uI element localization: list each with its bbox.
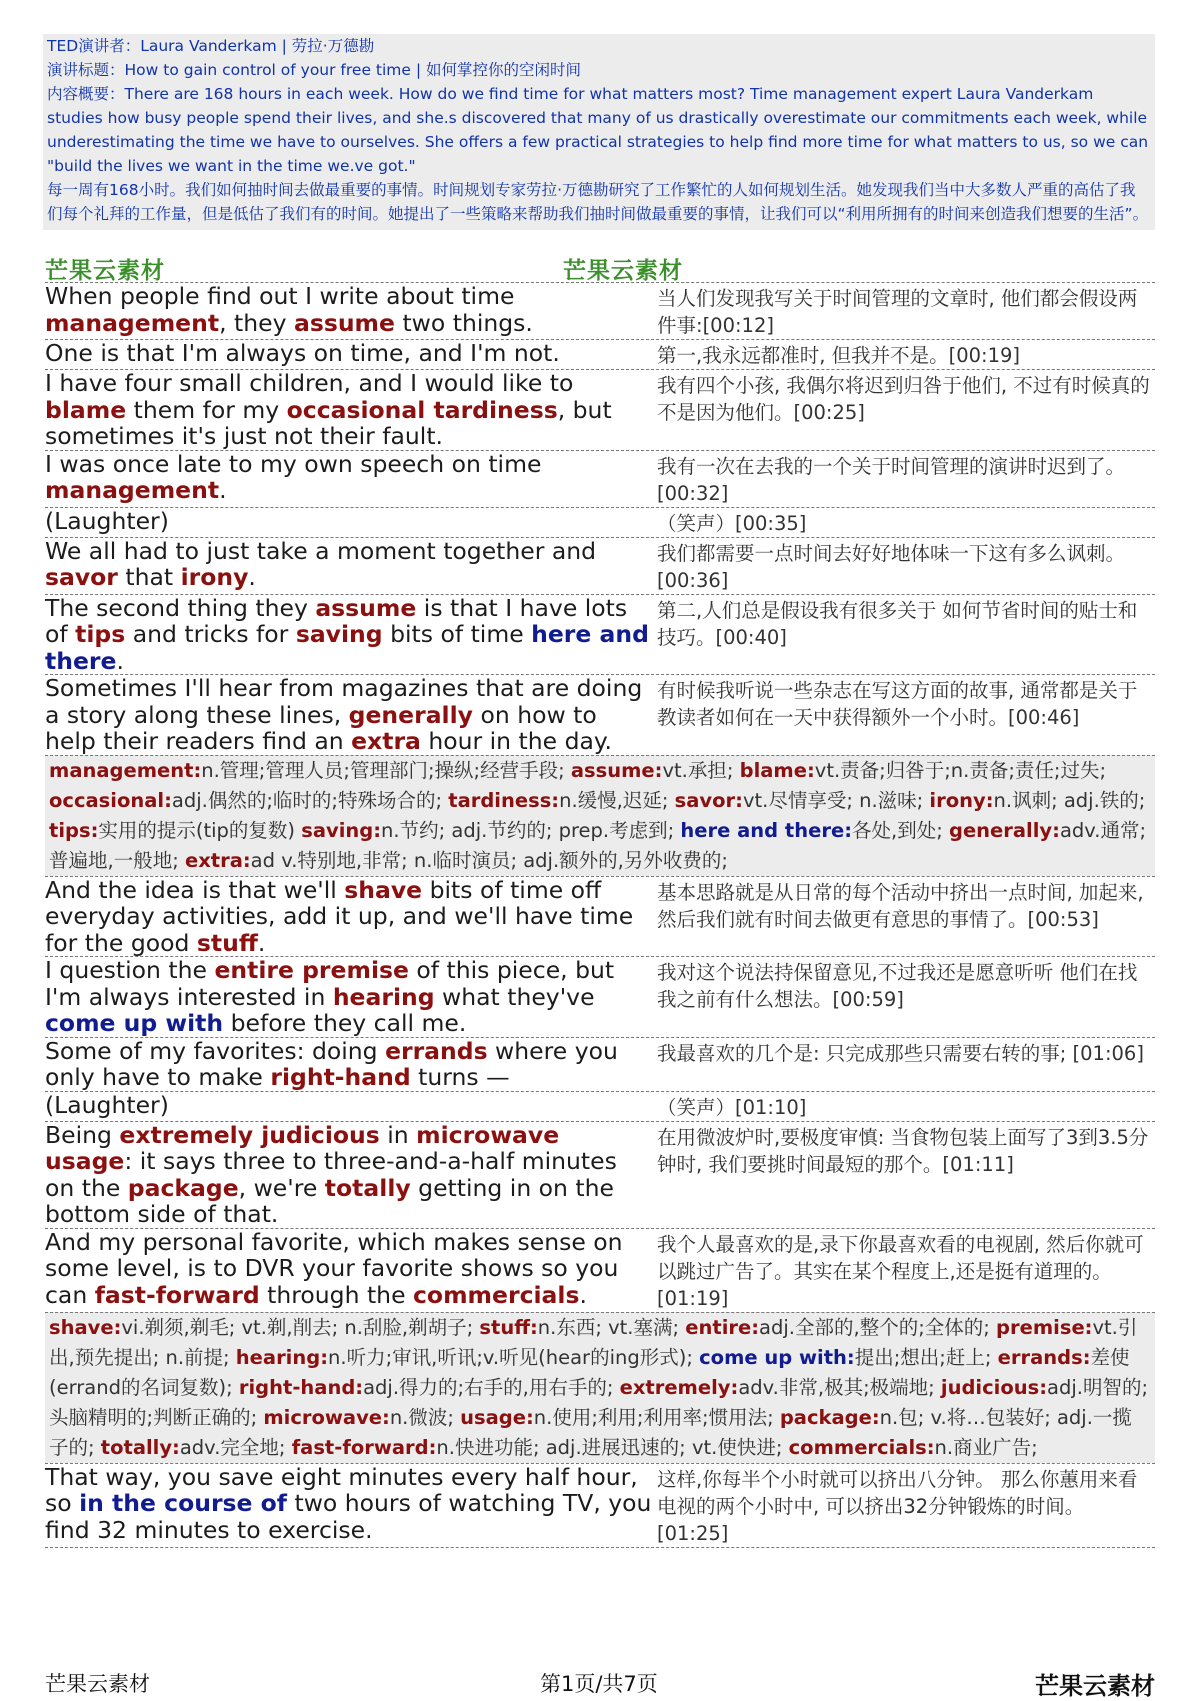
keyword: premise:: [996, 1315, 1093, 1339]
english-sentence: [45, 1092, 652, 1121]
keyword: microwave:: [263, 1405, 390, 1429]
text-segment: One is that I'm always on time, and I'm not.: [45, 339, 560, 367]
keyword: totally:: [100, 1435, 180, 1459]
keyword: stuff:: [479, 1315, 538, 1339]
keyword: assume:: [570, 758, 663, 782]
text-segment: (Laughter): [45, 1090, 169, 1119]
text-segment: bits of time off everyday activities, add it up, and we'll have time for the good: [45, 875, 634, 957]
text-segment: I question the: [45, 956, 215, 984]
keyword: right-hand:: [238, 1375, 364, 1399]
keyword: assume: [315, 593, 417, 622]
chinese-translation: 在用微波炉时,要极度审慎: 当食物包装上面写了3到3.5分钟时, 我们要挑时间最短的那个。[01:11]: [657, 1125, 1149, 1176]
footer-brand-right: 芒果云素材: [1035, 1672, 1155, 1700]
keyword: stuff: [196, 928, 258, 957]
english-sentence: [45, 538, 652, 594]
text-segment: 差使(errand的名词复数);: [49, 1345, 1130, 1399]
summary-zh: 每一周有168小时。我们如何抽时间去做最重要的事情。时间规划专家劳拉·万德勘研究了工作繁忙的人如何规划生活。她发现我们当中大多数人严重的高估了我们每个礼拜的工作量，但是低估了我们有的时间。她提出了一些策略来帮助我们抽时间做最重要的事情，让我们可以“利用所拥有的时间来创造我们想要的生活”。: [47, 181, 1149, 223]
keyword: generally:: [948, 818, 1060, 842]
text-segment: n.微波;: [389, 1405, 461, 1429]
keyword: savor:: [674, 788, 743, 812]
keyword: management:: [49, 758, 202, 782]
brand-row: [45, 252, 1155, 282]
text-segment: n.快进功能; adj.进展迅速的; vt.使快进;: [436, 1435, 789, 1459]
text-segment: , we're: [238, 1173, 325, 1202]
keyword: package:: [779, 1405, 880, 1429]
english-sentence: [45, 675, 652, 755]
text-segment: I have four small children, and I would like to: [45, 369, 574, 397]
text-segment: 各处,到处;: [852, 818, 949, 842]
keyword: come up with:: [699, 1345, 855, 1369]
chinese-translation: 有时候我听说一些杂志在写这方面的故事, 通常都是关于教读者如何在一天中获得额外一个小时。[00:46]: [657, 679, 1138, 729]
transcript-row: [45, 282, 1155, 339]
text-segment: n.听力;审讯,听讯;v.听见(hear的ing形式);: [328, 1345, 700, 1369]
keyword: tips: [75, 620, 126, 648]
text-segment: is that I have lots of: [45, 593, 628, 648]
keyword: extremely:: [619, 1375, 739, 1399]
brand-watermark-left: 芒果云素材: [45, 258, 165, 284]
transcript-row: [45, 369, 1155, 450]
text-segment: ad v.特别地,非常; n.临时演员; adj.额外的,另外收费的;: [250, 848, 728, 872]
transcript-row: [45, 507, 1155, 537]
transcript-row: [45, 674, 1155, 755]
text-segment: When people find out I write about time: [45, 282, 515, 310]
text-segment: .: [248, 563, 256, 591]
keyword: tips:: [49, 818, 99, 842]
keyword: errands: [385, 1036, 488, 1065]
text-segment: of this piece, but I'm always interested in: [45, 956, 615, 1011]
text-segment: : it says three to three-and-a-half minutes on the: [45, 1147, 617, 1202]
text-segment: That way, you save eight minutes every half hour, so: [45, 1462, 638, 1517]
chinese-translation: 这样,你每半个小时就可以挤出八分钟。 那么你蕙用来看电视的两个小时中, 可以挤出32分钟锻炼的时间。[01:25]: [657, 1467, 1138, 1545]
text-segment: bits of time: [382, 620, 532, 648]
text-segment: I was once late to my own speech on time: [45, 449, 542, 478]
transcript-row: [45, 594, 1155, 675]
text-segment: vt.引出,预先提出; n.前提;: [49, 1315, 1138, 1369]
text-segment: Being: [45, 1120, 120, 1149]
keyword: assume: [293, 308, 395, 337]
keyword: extremely judicious: [119, 1120, 380, 1149]
english-sentence: [45, 451, 652, 507]
transcript-row: [45, 1091, 1155, 1121]
text-segment: adj.偶然的;临时的;特殊场合的;: [171, 788, 449, 812]
keyword: irony: [180, 563, 249, 591]
keyword: shave:: [49, 1315, 122, 1339]
text-segment: We all had to just take a moment together and: [45, 536, 597, 565]
text-segment: n.包; v.将…包装好; adj.一揽子的;: [49, 1405, 1132, 1459]
text-segment: n.使用;利用;利用率;惯用法;: [533, 1405, 780, 1429]
transcript-row: [45, 450, 1155, 507]
keyword: errands:: [997, 1345, 1091, 1369]
keyword: management: [45, 476, 220, 504]
text-segment: .: [579, 1280, 587, 1309]
text-segment: n.讽刺; adj.铁的;: [993, 788, 1146, 812]
text-segment: two things.: [394, 308, 533, 337]
english-sentence: [45, 340, 652, 369]
table-end-line: [45, 1547, 1155, 1548]
keyword: fast-forward:: [291, 1435, 437, 1459]
keyword: package: [127, 1173, 239, 1202]
chinese-translation: 我有一次在去我的一个关于时间管理的演讲时迟到了。[00:32]: [657, 454, 1126, 505]
transcript-row: [45, 339, 1155, 369]
page-number: 第1页/共7页: [540, 1672, 658, 1696]
chinese-translation: （笑声）[01:10]: [657, 1095, 807, 1119]
text-segment: adv.非常,极其;极端地;: [738, 1375, 941, 1399]
english-sentence: [45, 508, 652, 537]
chinese-translation: 我个人最喜欢的是,录下你最喜欢看的电视剧, 然后你就可以跳过广告了。其实在某个程度上,还是挺有道理的。[01:19]: [657, 1232, 1144, 1310]
keyword: right-hand: [270, 1063, 411, 1091]
keyword: saving:: [301, 818, 382, 842]
chinese-translation: 我有四个小孩, 我偶尔将迟到归咎于他们, 不过有时候真的不是因为他们。[00:25]: [657, 374, 1150, 424]
transcript-row: [45, 956, 1155, 1037]
text-segment: adj.得力的;右手的,用右手的;: [363, 1375, 620, 1399]
text-segment: vt.承担;: [662, 758, 740, 782]
summary-en: 内容概要：There are 168 hours in each week. How do we find time for what matters most? Time management expert Laura Vanderkam studies how busy people spend their lives, and she.s discovered that many of us drastically overestimate our commitments each week, while underestimating the time we have to ourselves. She offers a few practical strategies to help find more time for what matters to us, so we can "build the lives we want in the time we.ve got.": [47, 85, 1149, 175]
keyword: entire premise: [214, 956, 409, 984]
keyword: occasional:: [49, 788, 172, 812]
text-segment: turns —: [410, 1063, 510, 1091]
english-sentence: [45, 595, 652, 675]
keyword: microwave usage: [45, 1120, 560, 1175]
text-segment: Sometimes I'll hear from magazines that are doing a story along these lines,: [45, 674, 643, 729]
keyword: generally: [348, 700, 473, 729]
text-segment: (Laughter): [45, 506, 169, 535]
text-segment: where you only have to make: [45, 1036, 618, 1091]
keyword: judicious:: [940, 1375, 1048, 1399]
english-sentence: [45, 370, 652, 450]
keyword: occasional tardiness: [286, 395, 558, 424]
text-segment: what they've: [434, 982, 595, 1011]
english-sentence: [45, 877, 652, 957]
text-segment: And the idea is that we'll: [45, 875, 345, 904]
keyword: usage:: [460, 1405, 534, 1429]
text-segment: , but sometimes it's just not their fault.: [45, 395, 612, 450]
text-segment: before they call me.: [223, 1009, 467, 1037]
keyword: entire:: [685, 1315, 760, 1339]
text-segment: .: [257, 928, 266, 957]
talk-title-line: 演讲标题：How to gain control of your free time | 如何掌控你的空闲时间: [47, 61, 582, 79]
keyword: totally: [324, 1173, 411, 1202]
keyword: come up with: [45, 1009, 224, 1037]
chinese-translation: 当人们发现我写关于时间管理的文章时, 他们都会假设两件事:[00:12]: [657, 287, 1138, 337]
keyword: commercials: [413, 1280, 580, 1309]
keyword: in the course of: [79, 1489, 288, 1517]
chinese-translation: 我最喜欢的几个是: 只完成那些只需要右转的事; [01:06]: [657, 1041, 1144, 1065]
text-segment: through the: [259, 1280, 413, 1309]
keyword: management: [45, 308, 220, 337]
speaker-line: TED演讲者：Laura Vanderkam | 劳拉·万德勘: [47, 37, 375, 55]
keyword: blame:: [739, 758, 815, 782]
text-segment: and tricks for: [125, 620, 296, 648]
text-segment: them for my: [126, 395, 287, 424]
english-sentence: [45, 1122, 652, 1228]
brand-watermark-mid: 芒果云素材: [563, 258, 683, 284]
keyword: saving: [295, 620, 383, 648]
text-segment: two hours of watching TV, you find 32 minutes to exercise.: [45, 1489, 652, 1544]
text-segment: that: [117, 563, 181, 591]
talk-info-box: [43, 34, 1155, 230]
chinese-translation: 我对这个说法持保留意见,不过我还是愿意听听 他们在找我之前有什么想法。[00:59]: [657, 961, 1138, 1011]
vocab-block-2: [45, 1312, 1155, 1463]
text-segment: hour in the day.: [420, 727, 612, 755]
text-segment: n.管理;管理人员;管理部门;操纵;经营手段;: [201, 758, 571, 782]
transcript-row: [45, 1121, 1155, 1228]
transcript-row: [45, 876, 1155, 957]
text-segment: adj.全部的,整个的;全体的;: [759, 1315, 997, 1339]
text-segment: in: [379, 1120, 417, 1149]
text-segment: And my personal favorite, which makes sense on some level, is to DVR your favorite shows so you can: [45, 1227, 623, 1309]
text-segment: on how to help their readers find an: [45, 700, 597, 755]
text-segment: The second thing they: [45, 593, 316, 622]
english-sentence: [45, 283, 652, 339]
text-segment: n.缓慢,迟延;: [559, 788, 675, 812]
text-segment: n.商业广告;: [934, 1435, 1038, 1459]
keyword: tardiness:: [448, 788, 560, 812]
vocab-block-1: [45, 755, 1155, 876]
text-segment: .: [116, 646, 124, 675]
keyword: commercials:: [788, 1435, 935, 1459]
chinese-translation: 第一,我永远都准时, 但我并不是。[00:19]: [657, 344, 1021, 367]
keyword: shave: [344, 875, 423, 904]
text-segment: vt.尽情享受; n.滋味;: [742, 788, 930, 812]
english-sentence: [45, 1229, 652, 1312]
english-sentence: [45, 1464, 652, 1547]
text-segment: n.东西; vt.塞满;: [537, 1315, 686, 1339]
text-segment: adv.通常;普遍地,一般地;: [49, 818, 1147, 872]
keyword: here and there: [45, 620, 649, 675]
transcript-table: [45, 282, 1155, 1548]
text-segment: 实用的提示(tip的复数): [98, 818, 302, 842]
transcript-row: [45, 537, 1155, 594]
text-segment: 提出;想出;赶上;: [854, 1345, 998, 1369]
chinese-translation: 基本思路就是从日常的每个活动中挤出一点时间, 加起来, 然后我们就有时间去做更有意思的事情了。[00:53]: [657, 880, 1144, 931]
chinese-translation: （笑声）[00:35]: [657, 511, 807, 535]
text-segment: , they: [219, 308, 294, 337]
text-segment: vi.剃须,剃毛; vt.剃,削去; n.刮脸,剃胡子;: [121, 1315, 480, 1339]
text-segment: getting in on the bottom side of that.: [45, 1173, 614, 1228]
english-sentence: [45, 957, 652, 1037]
text-segment: .: [219, 476, 227, 504]
keyword: here and there:: [680, 818, 853, 842]
chinese-translation: 第二,人们总是假设我有很多关于 如何节省时间的贴士和技巧。[00:40]: [657, 598, 1138, 649]
transcript-row: [45, 1037, 1155, 1091]
keyword: hearing:: [235, 1345, 329, 1369]
transcript-row: [45, 1463, 1155, 1547]
chinese-translation: 我们都需要一点时间去好好地体味一下这有多么讽刺。[00:36]: [657, 541, 1126, 592]
keyword: hearing: [332, 982, 435, 1011]
page-footer: [45, 1668, 1155, 1698]
keyword: irony:: [929, 788, 994, 812]
transcript-row: [45, 1228, 1155, 1312]
text-segment: adj.明智的;头脑精明的;判断正确的;: [49, 1375, 1149, 1429]
text-segment: n.节约; adj.节约的; prep.考虑到;: [381, 818, 681, 842]
text-segment: adv.完全地;: [179, 1435, 292, 1459]
keyword: fast-forward: [94, 1280, 260, 1309]
footer-brand-left: 芒果云素材: [45, 1672, 150, 1696]
text-segment: vt.责备;归咎于;n.责备;责任;过失;: [814, 758, 1107, 782]
english-sentence: [45, 1038, 652, 1091]
keyword: blame: [45, 395, 127, 424]
keyword: extra:: [184, 848, 251, 872]
text-segment: Some of my favorites: doing: [45, 1036, 386, 1065]
keyword: extra: [351, 727, 421, 755]
keyword: savor: [45, 563, 118, 591]
